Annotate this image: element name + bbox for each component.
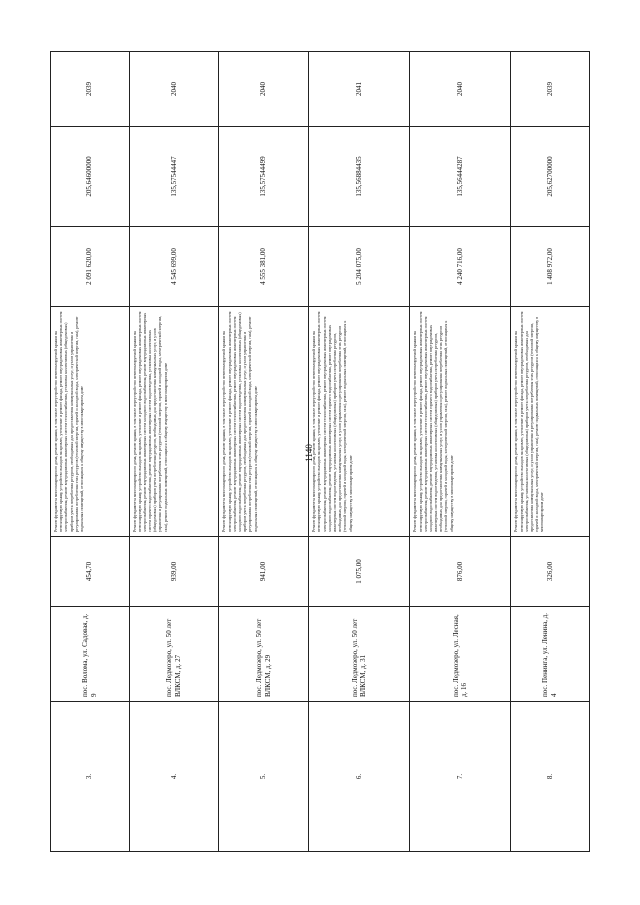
build-year-cell: 2039 xyxy=(51,52,130,127)
works-list-cell: Ремонт фундамента многоквартирного дома, ремонт крыши, в том числе переустройство невентилируемой крыши на вентилируемую крышу, устройство выходов на кровлю, утепление и ремонт фасада, ремонт внутридомовых инженерных систем электроснабжения, ремонт внутридомовых инженерных систем теплоснабжения, ремонт внутридомовых инженерных систем холодного водоснабжения, ремонт внутридомовых инженерных систем горячего водоснабжения, ремонт внутридомовых инженерных систем водоотведения, установка коллективных (общедомовых) приборов учета потребления ресурсов, необходимых для предоставления коммунальных услуг, и узлов управления и регулирования потребления этих ресурсов (тепловой энергии, горячей и холодной воды, электрической энергии, газа), ремонт подвальных помещений, относящихся к общему имуществу в многоквартирном доме xyxy=(410,307,511,537)
table-row xyxy=(309,52,410,852)
address-cell: пос. Ледмозеро, ул. 50 лет ВЛКСМ, д. 31 xyxy=(309,607,410,702)
total-cost-cell: 5 204 075,00 xyxy=(309,227,410,307)
address-cell: пос. Пенинга, ул. Ленина, д. 4 xyxy=(511,607,590,702)
unit-cost-cell: 135,57544447 xyxy=(129,127,219,227)
table-row xyxy=(129,52,219,852)
works-list-cell: Ремонт фундамента многоквартирного дома, ремонт крыши, в том числе переустройство невентилируемой крыши на вентилируемую крышу, устройство выходов на кровлю, утепление и ремонт фасада, ремонт внутридомовых инженерных систем электроснабжения, установка коллективных (общедомовых) приборов учета потребления ресурсов, необходимых для предоставления коммунальных услуг, и узлов управления и регулирования потребления этих ресурсов (тепловой энергии, горячей и холодной воды, электрической энергии, газа), ремонт подвальных помещений, относящихся к общему имуществу в многоквартирном доме xyxy=(511,307,590,537)
area-cell: 876,00 xyxy=(410,537,511,607)
works-list-cell: Ремонт фундамента многоквартирного дома, ремонт крыши, в том числе переустройство невентилируемой крыши на вентилируемую крышу, устройство выходов на кровлю, утепление и ремонт фасада, ремонт внутридомовых инженерных систем электроснабжения, ремонт внутридомовых инженерных систем холодного водоснабжения, ремонт внутридомовых инженерных систем горячего водоснабжения, ремонт внутридомовых инженерных систем водоотведения, установка коллективных (общедомовых) приборов учета потребления ресурсов, необходимых для предоставления коммунальных услуг, и узлов управления и регулирования потребления этих ресурсов (тепловой энергии, горячей и холодной воды, электрической энергии, газа), ремонт подвальных помещений, относящихся к общему имуществу в многоквартирном доме xyxy=(129,307,219,537)
row-number-cell: 8. xyxy=(511,702,590,852)
address-cell: пос. Ледмозеро, ул. Лесная, д. 16 xyxy=(410,607,511,702)
total-cost-cell: 4 555 381,00 xyxy=(219,227,309,307)
unit-cost-cell: 205,64600000 xyxy=(51,127,130,227)
total-cost-cell: 1 408 972,00 xyxy=(511,227,590,307)
row-number-cell: 6. xyxy=(309,702,410,852)
address-cell: пос. Ледмозеро, ул. 50 лет ВЛКСМ, д. 29 xyxy=(219,607,309,702)
row-number-cell: 7. xyxy=(410,702,511,852)
unit-cost-cell: 135,56884435 xyxy=(309,127,410,227)
row-number-cell: 5. xyxy=(219,702,309,852)
row-number-cell: 4. xyxy=(129,702,219,852)
unit-cost-cell: 135,56444287 xyxy=(410,127,511,227)
area-cell: 939,00 xyxy=(129,537,219,607)
table-row xyxy=(219,52,309,852)
works-list-cell: Ремонт фундамента многоквартирного дома, ремонт крыши, в том числе переустройство невентилируемой крыши на вентилируемую крышу, устройство выходов на кровлю, утепление и ремонт фасада, ремонт внутридомовых инженерных систем электроснабжения, ремонт внутридомовых инженерных систем теплоснабжения, ремонт внутридомовых инженерных систем холодного водоснабжения, ремонт внутридомовых инженерных систем горячего водоснабжения, ремонт внутридомовых инженерных систем водоотведения, установка коллективных (общедомовых) приборов учета потребления ресурсов, необходимых для предоставления коммунальных услуг, и узлов управления и регулирования потребления этих ресурсов (тепловой энергии, горячей и холодной воды, электрической энергии, газа), ремонт подвальных помещений, относящихся к общему имуществу в многоквартирном доме xyxy=(309,307,410,537)
capital-repair-table xyxy=(50,51,590,852)
total-cost-cell: 4 545 699,00 xyxy=(129,227,219,307)
unit-cost-cell: 205,62700000 xyxy=(511,127,590,227)
table-row xyxy=(51,52,130,852)
build-year-cell: 2039 xyxy=(511,52,590,127)
works-list-cell: Ремонт фундамента многоквартирного дома, ремонт крыши, в том числе переустройство невентилируемой крыши на вентилируемую крышу, устройство выходов на кровлю, утепление и ремонт фасада, ремонт внутридомовых инженерных систем электроснабжения, ремонт внутридомовых инженерных систем теплоснабжения, ремонт внутридомовых инженерных систем холодного водоснабжения, ремонт внутридомовых инженерных систем водоотведения, установка коллективных (общедомовых) приборов учета потребления ресурсов, необходимых для предоставления коммунальных услуг, и узлов управления и регулирования потребления этих ресурсов (тепловой энергии, горячей и холодной воды, электрической энергии, газа), ремонт подвальных помещений, относящихся к общему имуществу в многоквартирном доме xyxy=(219,307,309,537)
rotated-table-container xyxy=(50,52,590,852)
unit-cost-cell: 135,57544499 xyxy=(219,127,309,227)
table-row xyxy=(410,52,511,852)
page-number: 1140 xyxy=(303,444,314,462)
total-cost-cell: 4 240 716,00 xyxy=(410,227,511,307)
area-cell: 1 075,00 xyxy=(309,537,410,607)
works-list-cell: Ремонт фундамента многоквартирного дома, ремонт крыши, в том числе переустройство невентилируемой крыши на вентилируемую крышу, устройство выходов на кровлю, утепление и ремонт фасада, ремонт внутридомовых инженерных систем электроснабжения, ремонт внутридомовых инженерных систем теплоснабжения, установка коллективных (общедомовых) приборов учета потребления ресурсов, необходимых для предоставления коммунальных услуг, и узлов управления и регулирования потребления этих ресурсов (тепловой энергии, горячей и холодной воды, электрической энергии, газа), ремонт подвальных помещений, относящихся к общему имуществу в многоквартирном доме xyxy=(51,307,130,537)
build-year-cell: 2041 xyxy=(309,52,410,127)
build-year-cell: 2040 xyxy=(410,52,511,127)
address-cell: пос. Ледмозеро, ул. 50 лет ВЛКСМ, д. 27 xyxy=(129,607,219,702)
area-cell: 941,00 xyxy=(219,537,309,607)
total-cost-cell: 2 091 620,00 xyxy=(51,227,130,307)
row-number-cell: 3. xyxy=(51,702,130,852)
table-body xyxy=(51,52,590,852)
build-year-cell: 2040 xyxy=(219,52,309,127)
address-cell: пос. Волома, ул. Садовая, д. 9 xyxy=(51,607,130,702)
area-cell: 326,00 xyxy=(511,537,590,607)
table-row xyxy=(511,52,590,852)
area-cell: 454,70 xyxy=(51,537,130,607)
build-year-cell: 2040 xyxy=(129,52,219,127)
